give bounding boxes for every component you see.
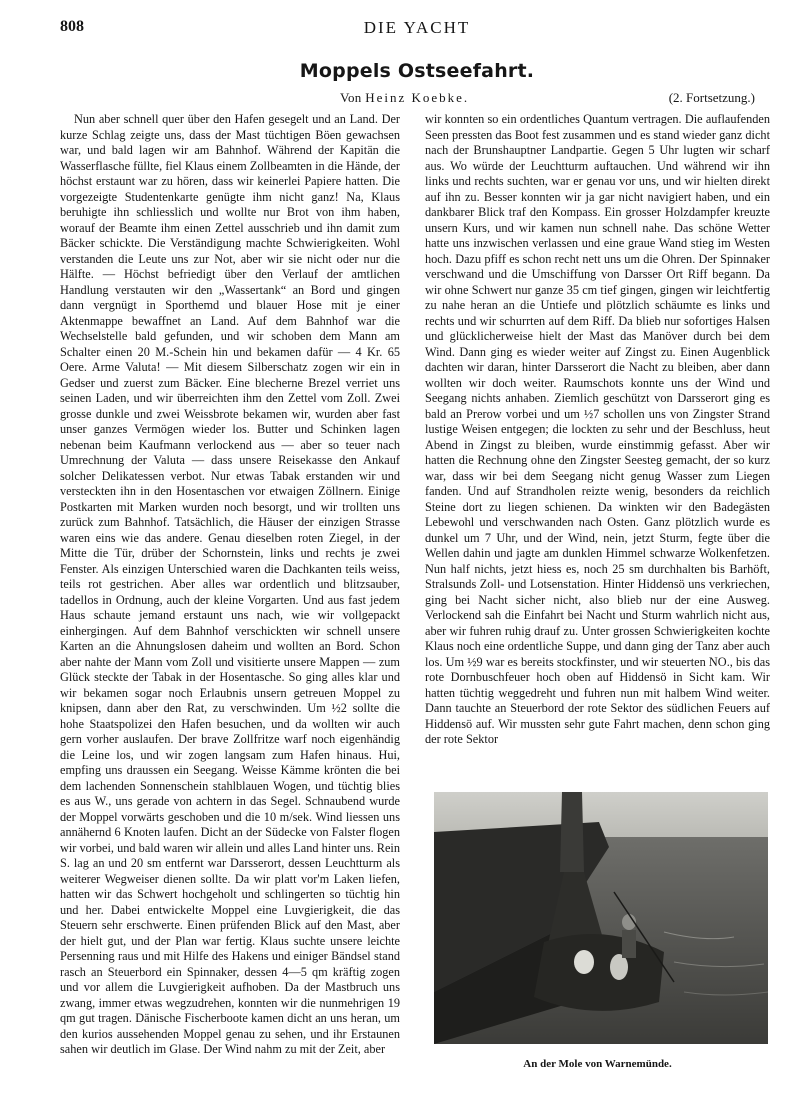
running-header <box>60 18 774 42</box>
byline-prefix: Von <box>340 90 362 105</box>
harbour-photo <box>434 792 768 1044</box>
body-paragraph: wir konnten so ein ordentliches Quantum vertragen. Die auflaufenden Seen pressten das Boot fest zusammen und es stand wieder ganz dicht nach der Brunshauptner Landpartie. Gegen 5 Uhr lugten wir scharf aus. Wo würde der Leuchtturm auftauchen. Und während wir ihn links und rechts suchten, war er genau vor uns, und wir hielten direkt auf ihn zu. Besser konnten wir ja gar nicht navigiert haben, und ein dankbarer Blick traf den Kompass. Ein grosser Holzdampfer kreuzte unsern Kurs, und wir kamen nun schnell nahe. Das schöne Wetter hatte uns inzwischen verlassen und eine graue Wand stieg im Westen hoch. Dazu pfiff es schon recht nett uns um die Ohren. Der Spinnaker verschwand und die Umschiffung von Darsser Ort Riff begann. Da wir ohne Schwert nur ganze 35 cm tief gingen, gingen wir leichtfertig zu nahe heran an die Untiefe und plötzlich schäumte es links und rechts und wir schurrten auf dem Riff. Da blieb nur sofortiges Halsen und glücklicherweise hielt der Mast das Manöver durch bei dem Wind. Dann ging es wieder weiter auf Zingst zu. Einen Augenblick dachten wir daran, hinter Darsserort die Nacht zu bleiben, aber dann wollten wir doch weiter. Raumschots konnte uns der Wind und Seegang nichts anhaben. Ziemlich geschützt von Darsserort ging es bald an Prerow vorbei und um ½7 schollen uns von Zingster Strand lustige Weisen entgegen; die lockten zu sehr und der Beschluss, heut Abend in Zingst zu bleiben, wurde einstimmig gefasst. Aber wir hatten die Rechnung ohne den Zingster Seesteg gemacht, der so kurz war, dass wir bei dem Seegang nicht genug Wasser zum Liegen fanden. Und auf Strandholen reizte wenig, besonders da reichlich Steine dort zu liegen schienen. Da winkten wir den Badegästen Lebewohl und verschwanden nach Osten. Ganz plötzlich wurde es dunkel um 7 Uhr, und der Wind, nein, jetzt Sturm, fegte über die Wellen dahin und jagte am dunklen Himmel schwarze Wolkenfetzen. Nun half nichts, jetzt hiess es, noch 25 sm durchhalten bis Barhöft, Stralsunds Zoll- und Lotsenstation. Hinter Hiddensö uns verkriechen, ging bei Nacht sicher nicht, also blieb nur der eine Ausweg. Verlockend sah die Einfahrt bei Nacht und Sturm wahrlich nicht aus, aber wir fuhren ruhig drauf zu. Unter grossen Schwierigkeiten kochte Klaus noch eine ordentliche Suppe, und dann ging der Tanz aber auch los. Um ½9 war es bereits stockfinster, und wir steuerten NO., bis das rote Dornbuschfeuer hoch oben auf Hiddensö in Sicht kam. Wir hatten tüchtig weggedreht und fuhren nun mit halbem Wind weiter. Dann tauchte an Steuerbord der rote Sektor des südlichen Feuers auf Hiddensö auf. Wir mussten sehr gute Fahrt machen, denn schon ging der rote Sektor <box>425 112 770 746</box>
figure-caption: An der Mole von Warnemünde. <box>523 1058 672 1070</box>
continuation-note: (2. Fortsetzung.) <box>668 90 755 105</box>
body-paragraph: Nun aber schnell quer über den Hafen gesegelt und an Land. Der kurze Schlag zeigte uns, dass der Mast tüchtigen Böen gewachsen war, und bald lagen wir am Bahnhof. Während der Kapitän die Wasserflasche füllte, fiel Klaus einem Zollbeamten in die Hände, der höchst erstaunt war zu hören, dass wir keinerlei Papiere hatten. Die vorgezeigte Studentenkarte genügte ihm nicht ganz! Na, Klaus beruhigte ihn schliesslich und wollte nur Brot von ihm haben, worauf der Beamte ihm einen Zettel ausschrieb und ihn damit zum Bäcker schickte. Die Verständigung machte Schwierigkeiten. Wohl verstanden die Leute uns zur Not, aber wir sie nicht oder nur die Hälfte. — Höchst befriedigt über den Verlauf der amtlichen Handlung verstauten wir den „Wassertank“ an Bord und gingen dann vergnügt in Sporthemd und blauer Hose mit je einer Aktenmappe bewaffnet an Land. Auf dem Bahnhof war die Wechselstelle bald gefunden, und wir schoben dem Mann am Schalter einen 20 M.-Schein hin und bekamen dafür — 4 Kr. 65 Oere. Arme Valuta! — Mit diesem Silberschatz zogen wir ein in Gedser und zuerst zum Bäcker. Eine blecherne Brezel verriet uns seinen Laden, und wir überreichten ihm den Zettel vom Zoll. Zwei grosse dunkle und zwei Weissbrote bekamen wir, wurden aber fast unser ganzes Vermögen wieder los. Butter und Schinken lagen nebenan beim Kaufmann verlockend aus — aber so teuer nach Umrechnung der Valuta — dass unsere Reisekasse den Ankauf solcher Delikatessen verbot. Nur etwas Tabak erstanden wir und versteckten ihn in den Hosentaschen vor etwaigen Zöllnern. Einige Postkarten mit Marken wurden noch besorgt, und wir trollten uns zurück zum Bahnhof. Tatsächlich, die Häuser der einzigen Strasse waren eins wie das andere. Genau dieselben roten Ziegel, in der Mitte die Tür, drüber der Schornstein, links und rechts je zwei Fenster. Als einzigen Unterschied waren die Dachkanten teils weiss, teils rot gestrichen. Aber alles war ordentlich und blitzsauber, tadellos in Ordnung, auch der kleine Vorgarten. Und aus fast jedem Haus schaute jemand erstaunt uns nach, wie wir vollgepackt einhergingen. Auf dem Bahnhof verschickten wir schnell unsere Karten an die Ahnungslosen daheim und wollten an Bord. Schon aber nahte der Mann vom Zoll und visitierte unsere Mappen — zum Glück steckte der Tabak in der Hosentasche. So ging alles klar und wir bekamen sogar noch Erlaubnis unsern getreuen Moppel zu knipsen, dann aber den Rat, zu verschwinden. Um ½2 sollte die hohe Staatspolizei den Hafen besuchen, und da wollten wir auch gern vorher auslaufen. Der brave Zollfritze warf noch eigenhändig die Leine los, und wir zogen langsam zum Hafen hinaus. Hui, empfing uns draussen ein Seegang. Weisse Kämme krönten die bei dem lachenden Sonnenschein stahlblauen Wogen, und tüchtig blies es aus W., uns gerade von achtern in das Segel. Schnaubend wurde der Moppel vorwärts geschoben und die 10 m/sek. Wind liessen uns annähernd 6 Knoten laufen. Dicht an der Südecke von Falster flogen wir vorbei, und bald waren wir allein und alles Land hinter uns. Rein S. lag an und 20 sm entfernt war Darsserort, dessen Leuchtturm als weiterer Wegweiser dienen sollte. Da wir platt vor'm Laken liefen, hatten wir das Schwert hochgeholt und schlingerten so tüchtig hin und her. Dabei entwickelte Moppel eine Luvgierigkeit, die das Steuern sehr erschwerte. Einen prüfenden Blick auf den Mast, aber der hielt gut, und der Plan war fertig. Klaus suchte unsere leichte Persenning raus und mit Hilfe des Hakens und einiger Bändsel stand rasch an Steuerbord ein Spinnaker, dessen 4—5 qm kräftig zogen und vor allem die Luvgierigkeit aufhoben. Da der Mastbruch uns zwang, immer etwas wegzudrehen, konnten wir die nunmehrigen 19 qm gut tragen. Dänische Fischerboote kamen dicht an uns heran, um den kurios aussehenden Moppel genau zu sehen, und ihr Erstaunen sahen wir deutlich im Glase. Der Wind nahm zu mit der Zeit, aber <box>60 112 400 1056</box>
body-column-left <box>60 112 400 1077</box>
author-name: Heinz Koebke. <box>365 90 470 105</box>
page-number: 808 <box>60 18 84 35</box>
article-title: Moppels Ostseefahrt. <box>299 60 535 82</box>
body-column-right <box>425 112 770 777</box>
harbour-photo-drawing <box>434 792 768 1044</box>
journal-title: DIE YACHT <box>363 18 471 37</box>
byline <box>340 90 469 106</box>
